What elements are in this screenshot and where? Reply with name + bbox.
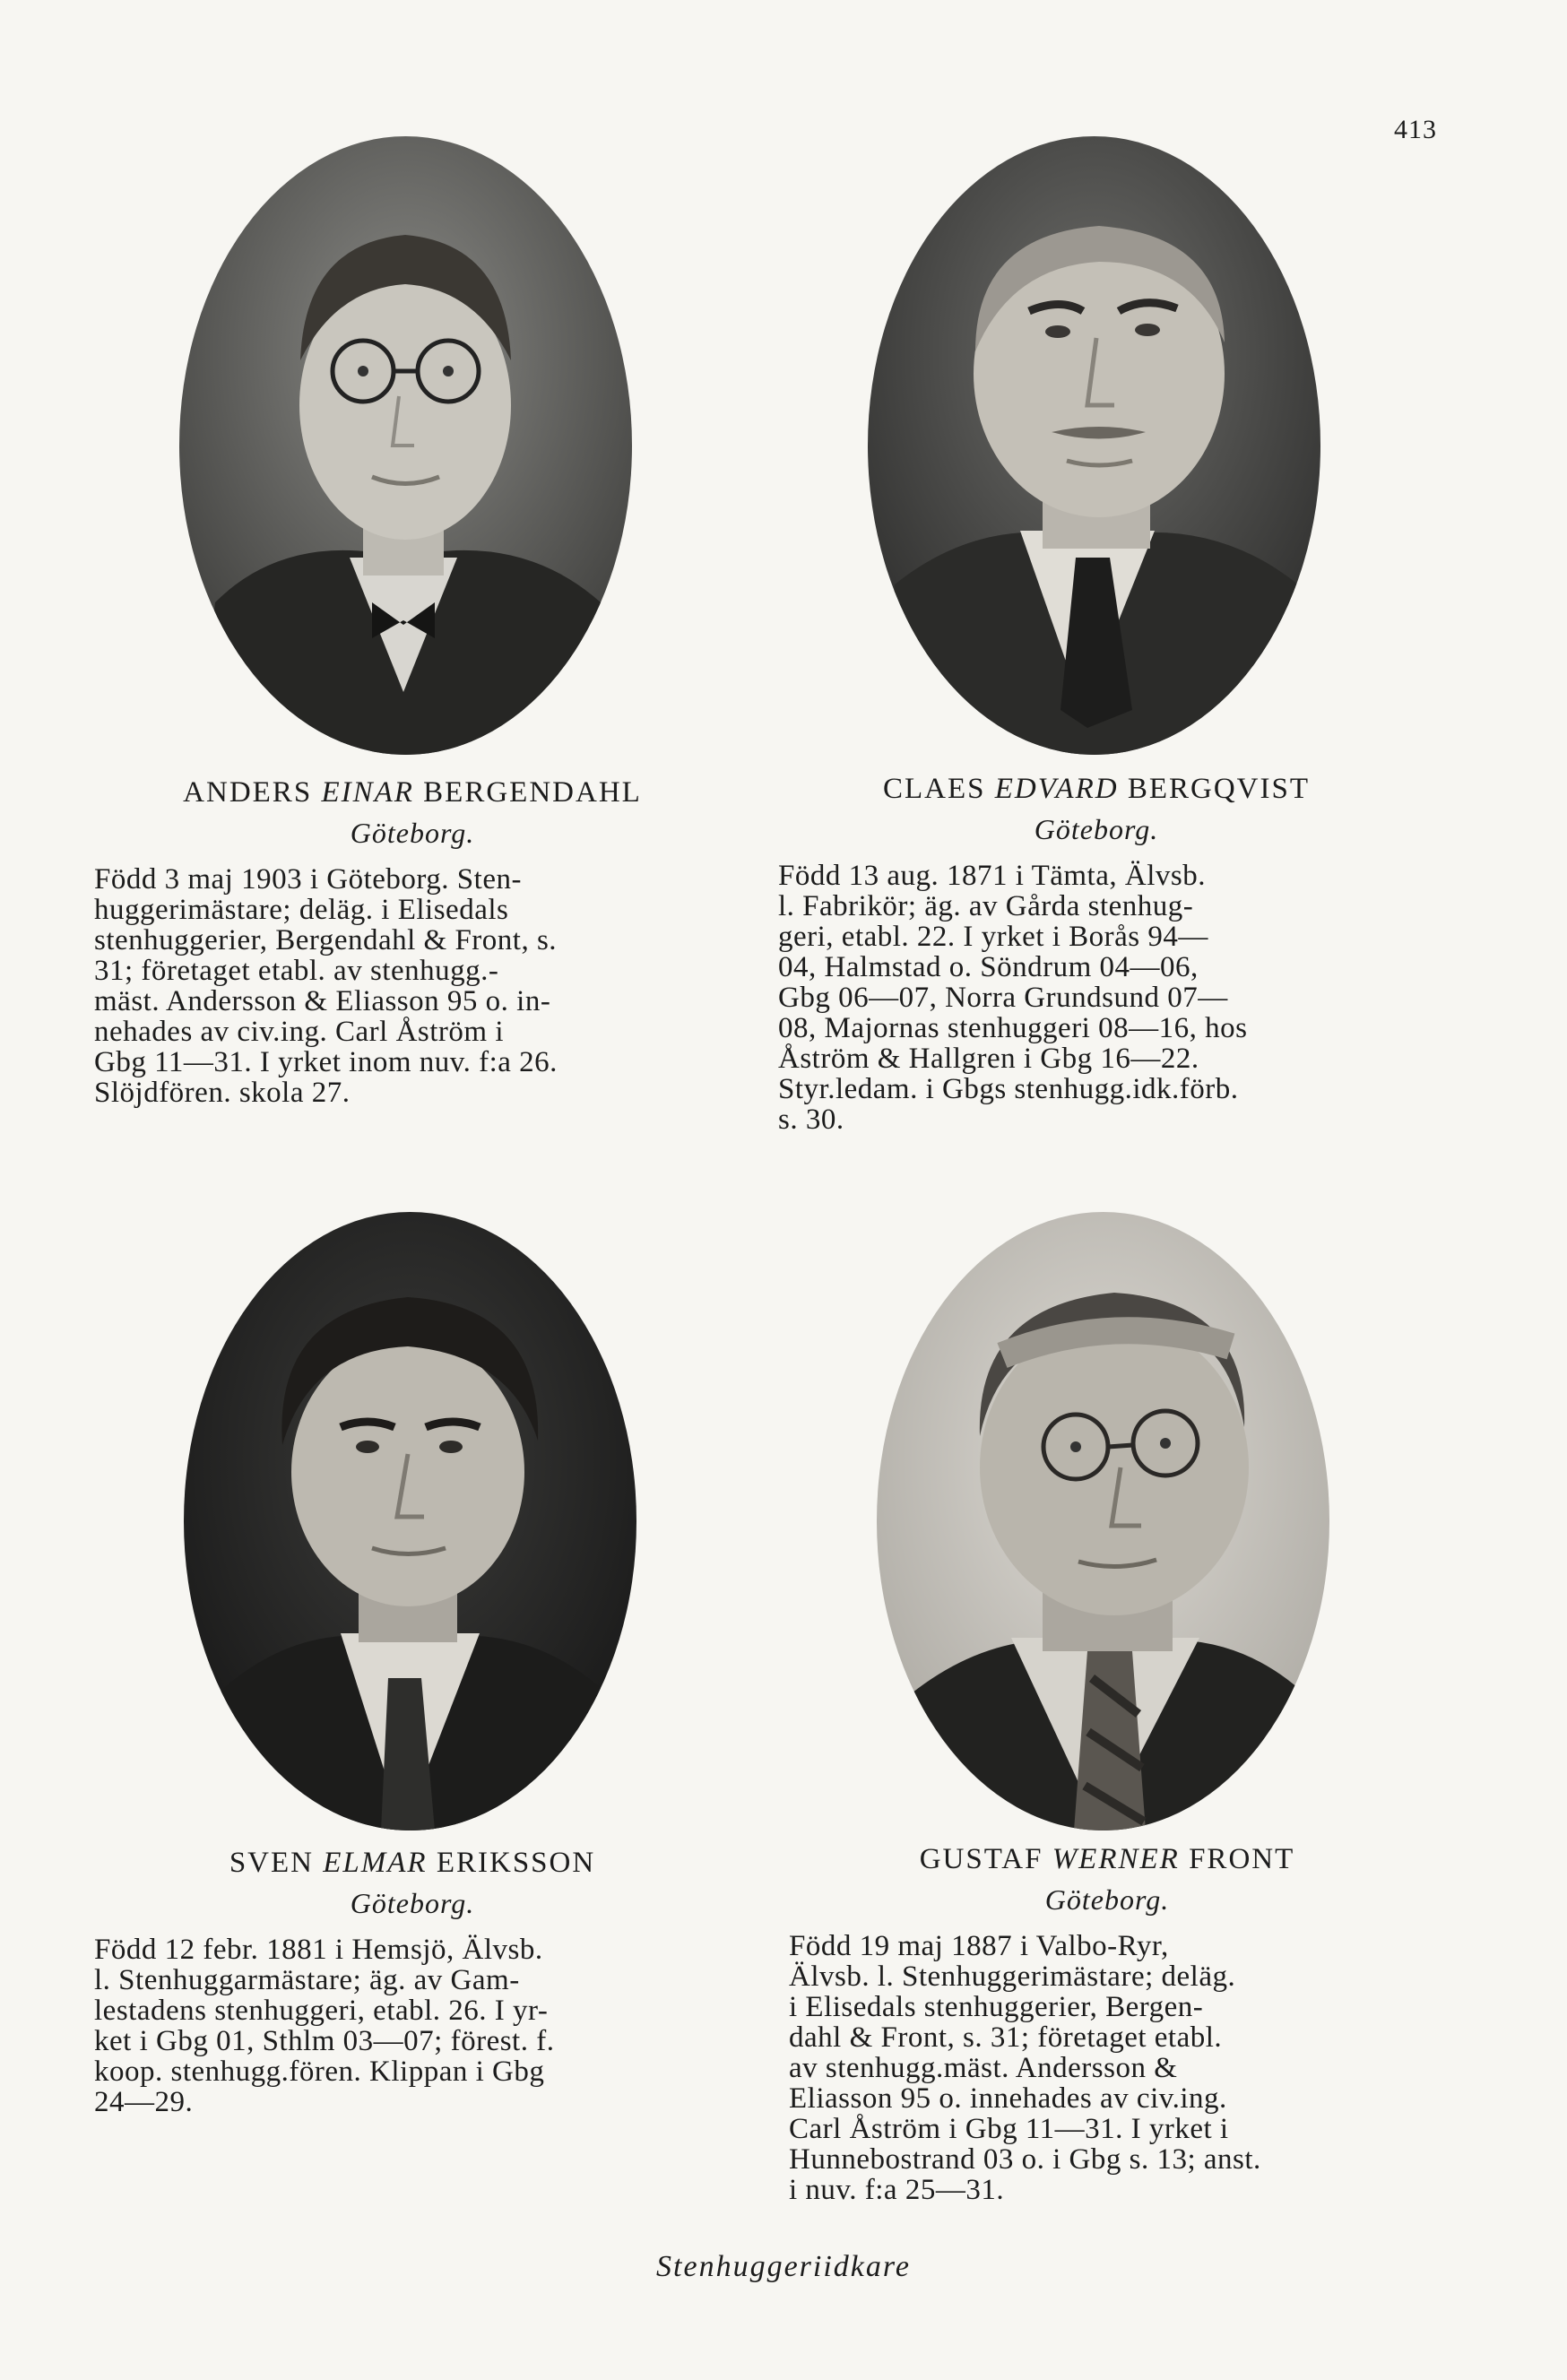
- bio-line: Född 3 maj 1903 i Göteborg. Sten-: [94, 863, 522, 896]
- bio-line: i Elisedals stenhuggerier, Bergen-: [789, 1991, 1204, 2023]
- bio-line: Åström & Hallgren i Gbg 16—22.: [778, 1043, 1199, 1075]
- bio-line: huggerimästare; deläg. i Elisedals: [94, 894, 509, 926]
- portrait-photo: [868, 136, 1320, 755]
- bio-line: Styr.ledam. i Gbgs stenhugg.idk.förb.: [778, 1073, 1239, 1105]
- person-name: GUSTAF WERNER FRONT: [919, 1843, 1295, 1875]
- bio-line: Född 12 febr. 1881 i Hemsjö, Älvsb.: [94, 1934, 543, 1966]
- person-place: Göteborg.: [350, 817, 475, 849]
- person-biography: [94, 1934, 731, 2117]
- person-place: Göteborg.: [1044, 1883, 1170, 1916]
- bio-line: Slöjdfören. skola 27.: [94, 1077, 351, 1109]
- entry-eriksson: [94, 1845, 731, 2117]
- bio-line: 31; företaget etabl. av stenhugg.-: [94, 955, 499, 987]
- entry-front: [789, 1841, 1425, 2205]
- portrait-photo: [179, 136, 632, 755]
- bio-line: geri, etabl. 22. I yrket i Borås 94—: [778, 921, 1208, 953]
- bio-line: Carl Åström i Gbg 11—31. I yrket i: [789, 2113, 1229, 2145]
- portrait-photo: [184, 1212, 636, 1830]
- bio-line: l. Fabrikör; äg. av Gårda stenhug-: [778, 890, 1194, 922]
- bio-line: Hunnebostrand 03 o. i Gbg s. 13; anst.: [789, 2143, 1261, 2176]
- bio-line: av stenhugg.mäst. Andersson &: [789, 2052, 1178, 2084]
- bio-line: ket i Gbg 01, Sthlm 03—07; förest. f.: [94, 2025, 555, 2057]
- bio-line: Gbg 06—07, Norra Grundsund 07—: [778, 982, 1228, 1014]
- bio-line: Älvsb. l. Stenhuggerimästare; deläg.: [789, 1960, 1236, 1993]
- bio-line: 24—29.: [94, 2086, 194, 2118]
- bio-line: dahl & Front, s. 31; företaget etabl.: [789, 2021, 1223, 2054]
- bio-line: koop. stenhugg.fören. Klippan i Gbg: [94, 2055, 545, 2088]
- bio-line: i nuv. f:a 25—31.: [789, 2174, 1005, 2206]
- bio-line: 08, Majornas stenhuggeri 08—16, hos: [778, 1012, 1248, 1044]
- bio-line: stenhuggerier, Bergendahl & Front, s.: [94, 924, 558, 956]
- bio-line: Gbg 11—31. I yrket inom nuv. f:a 26.: [94, 1046, 558, 1078]
- page-number: 413: [1394, 115, 1437, 144]
- portrait-photo: [877, 1212, 1329, 1830]
- bio-line: mäst. Andersson & Eliasson 95 o. in-: [94, 985, 551, 1017]
- person-biography: [789, 1931, 1425, 2205]
- bio-line: s. 30.: [778, 1103, 844, 1136]
- entry-bergqvist: [778, 771, 1415, 1135]
- running-footer: Stenhuggeriidkare: [656, 2250, 911, 2283]
- entry-bergendahl: [94, 775, 731, 1108]
- person-name: CLAES EDVARD BERGQVIST: [882, 773, 1311, 805]
- person-name: SVEN ELMAR ERIKSSON: [229, 1847, 596, 1879]
- bio-line: Eliasson 95 o. innehades av civ.ing.: [789, 2082, 1227, 2115]
- bio-line: Född 13 aug. 1871 i Tämta, Älvsb.: [778, 860, 1206, 892]
- bio-line: nehades av civ.ing. Carl Åström i: [94, 1016, 505, 1048]
- bio-line: lestadens stenhuggeri, etabl. 26. I yr-: [94, 1995, 549, 2027]
- person-name: ANDERS EINAR BERGENDAHL: [183, 776, 642, 809]
- person-place: Göteborg.: [1034, 813, 1159, 845]
- person-biography: [94, 864, 731, 1108]
- person-place: Göteborg.: [350, 1887, 475, 1919]
- bio-line: 04, Halmstad o. Söndrum 04—06,: [778, 951, 1199, 983]
- person-biography: [778, 861, 1415, 1135]
- bio-line: l. Stenhuggarmästare; äg. av Gam-: [94, 1964, 520, 1996]
- bio-line: Född 19 maj 1887 i Valbo-Ryr,: [789, 1930, 1169, 1962]
